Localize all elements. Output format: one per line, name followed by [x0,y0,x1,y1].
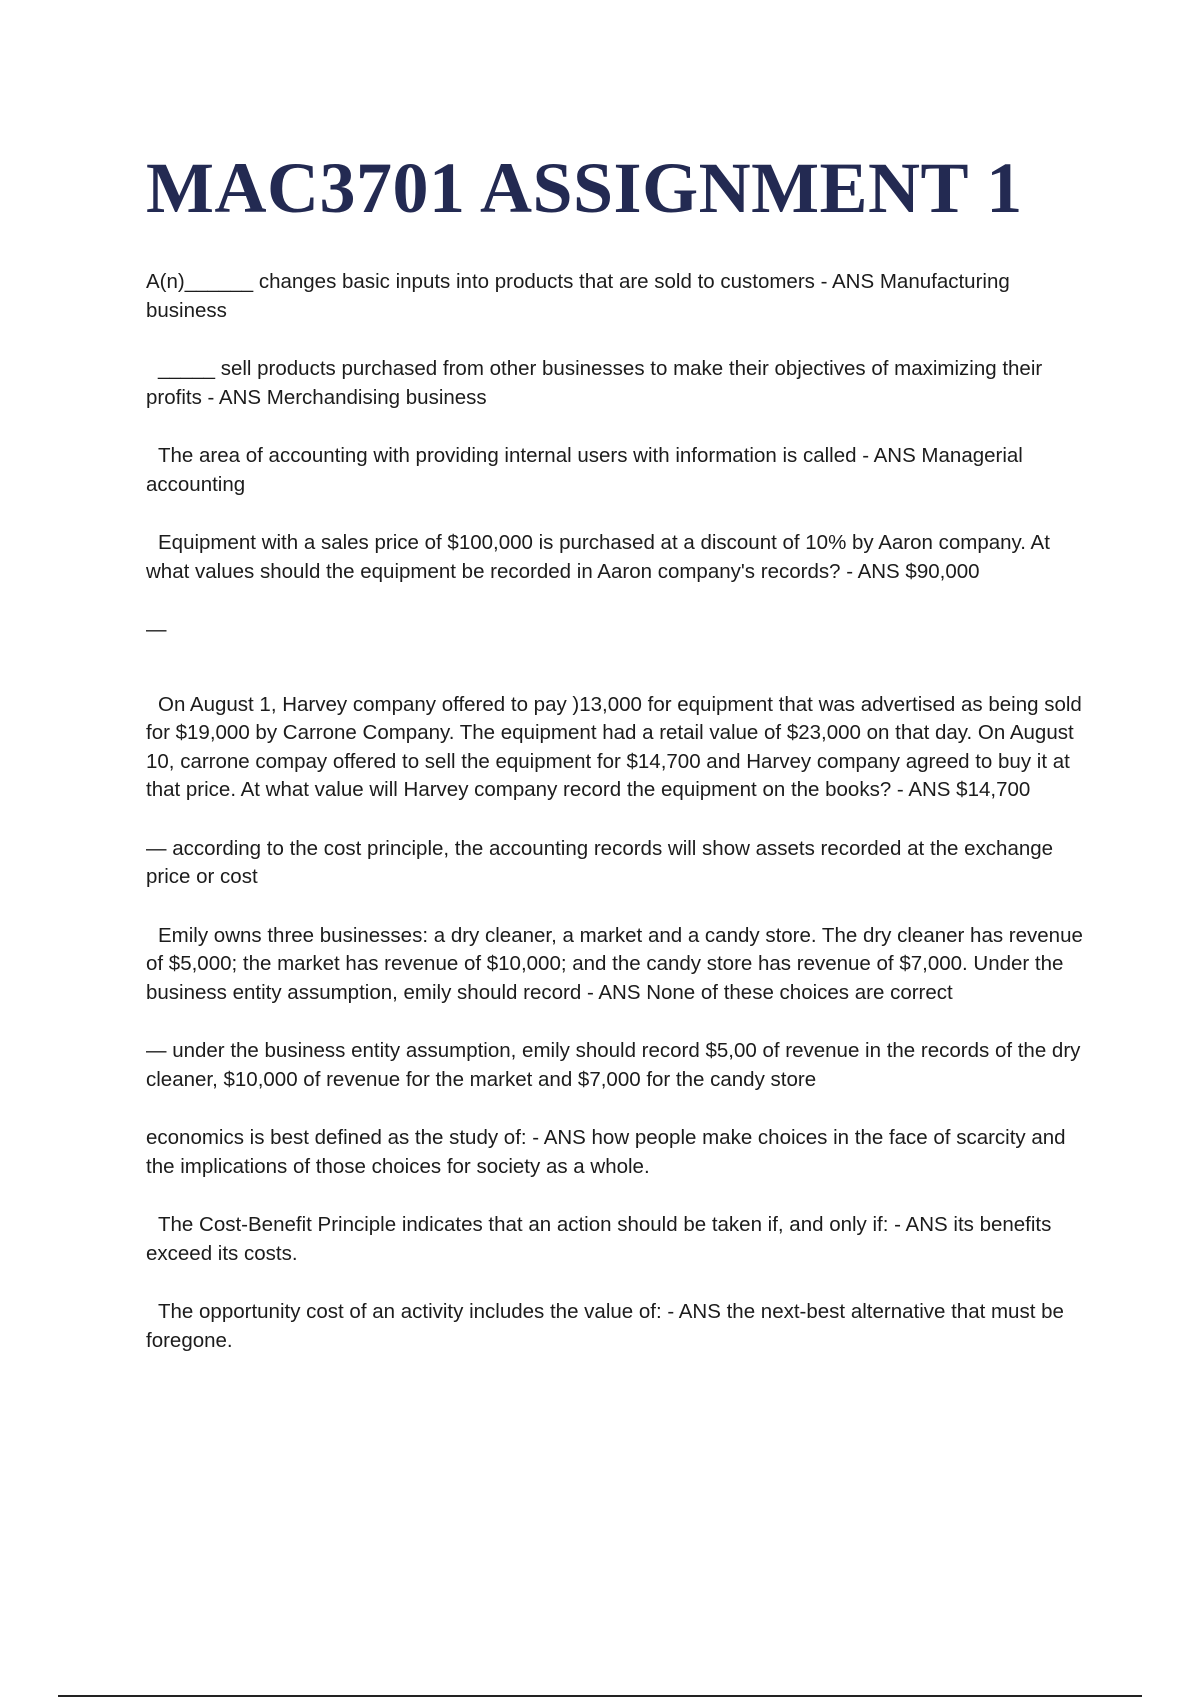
explanation-paragraph: — according to the cost principle, the accounting records will show assets recorded at the exchange price or cost [146,836,1054,888]
qa-paragraph: The area of accounting with providing internal users with information is called - ANS Managerial accounting [146,444,1023,496]
explanation-paragraph: — under the business entity assumption, emily should record $5,00 of revenue in the records of the dry cleaner, $10,000 of revenue for the market and $7,000 for the candy store [146,1039,1081,1091]
qa-paragraph: The Cost-Benefit Principle indicates that an action should be taken if, and only if: - ANS its benefits exceed its costs. [146,1213,1052,1265]
separator-dash: — [146,618,167,641]
qa-paragraph: Emily owns three businesses: a dry cleaner, a market and a candy store. The dry cleaner has revenue of $5,000; the market has revenue of $10,000; and the candy store has revenue of $7,000. Under the business entity assumption, emily should record - ANS None of these choices are correct [146,923,1083,1004]
qa-paragraph: On August 1, Harvey company offered to pay )13,000 for equipment that was advertised as being sold for $19,000 by Carrone Company. The equipment had a retail value of $23,000 on that day. On August 10, carrone compay offered to sell the equipment for $14,700 and Harvey company agreed to buy it at that price. At what value will Harvey company record the equipment on the books? - ANS $14,700 [146,692,1082,801]
document-body [146,268,1090,1385]
document-title: MAC3701 ASSIGNMENT 1 [146,148,1023,228]
qa-paragraph: Equipment with a sales price of $100,000 is purchased at a discount of 10% by Aaron company. At what values should the equipment be recorded in Aaron company's records? - ANS $90,000 [146,531,1050,583]
qa-paragraph: A(n)______ changes basic inputs into products that are sold to customers - ANS Manufacturing business [146,270,1010,322]
qa-paragraph: The opportunity cost of an activity includes the value of: - ANS the next-best alternative that must be foregone. [146,1300,1064,1352]
qa-paragraph: _____ sell products purchased from other businesses to make their objectives of maximizing their profits - ANS Merchandising business [146,357,1043,409]
qa-paragraph: economics is best defined as the study of: - ANS how people make choices in the face of scarcity and the implications of those choices for society as a whole. [146,1126,1066,1178]
footer-divider [58,1695,1142,1697]
